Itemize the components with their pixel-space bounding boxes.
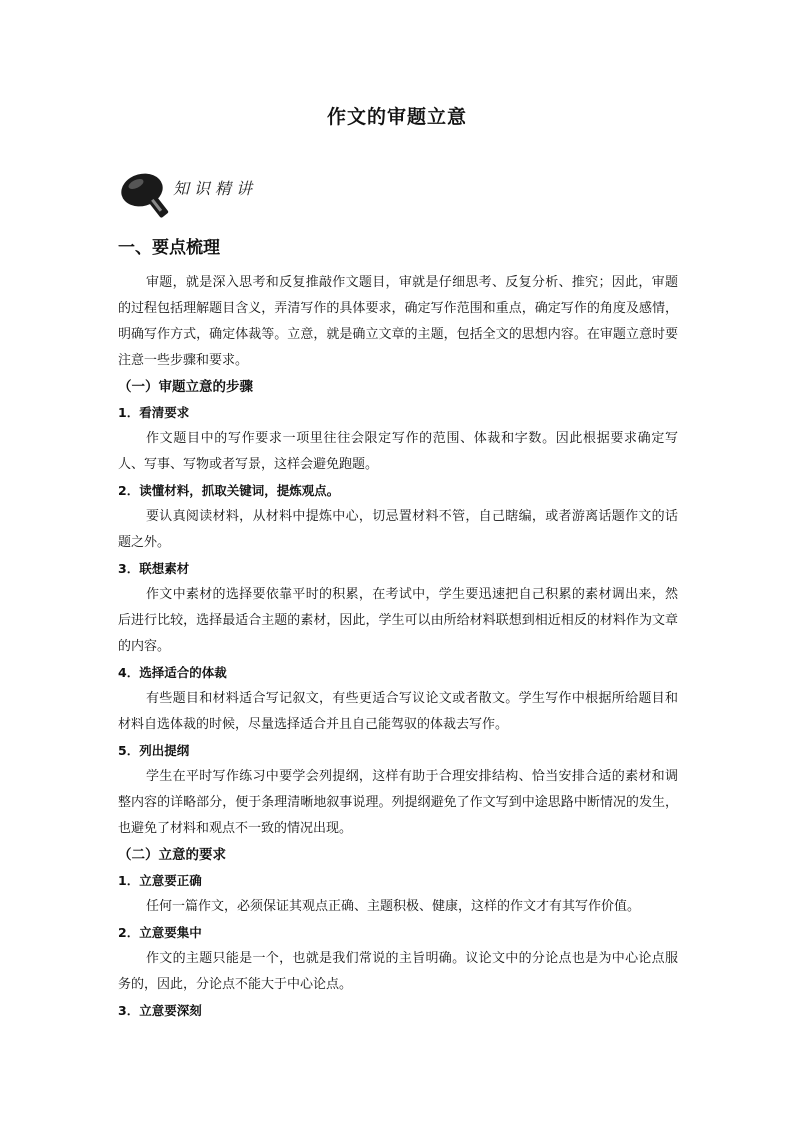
item-paragraph: 任何一篇作文，必须保证其观点正确、主题积极、健康，这样的作文才有其写作价值。 [146, 899, 641, 914]
item-paragraph: 学生在平时写作练习中要学会列提纲，这样有助于合理安排结构、恰当安排合适的素材和调整内容的详略部分，便于条理清晰地叙事说理。列提纲避免了作文写到中途思路中断情况的发生，也避免了材料和观点不一致的情况出现。 [118, 769, 678, 836]
intro-paragraph: 审题，就是深入思考和反复推敲作文题目，审就是仔细思考、反复分析、推究；因此，审题的过程包括理解题目含义，弄清写作的具体要求，确定写作范围和重点，确定写作的角度及感情，明确写作方式，确定体裁等。立意，就是确立文章的主题，包括全文的思想内容。在审题立意时要注意一些步骤和要求。 [118, 275, 678, 368]
item-heading: 1．看清要求 [118, 405, 190, 420]
item-paragraph: 有些题目和材料适合写记叙文，有些更适合写议论文或者散文。学生写作中根据所给题目和材料自选体裁的时候，尽量选择适合并且自己能驾驭的体裁去写作。 [118, 691, 678, 732]
item-heading: 2．立意要集中 [118, 925, 202, 940]
item-heading: 3．联想素材 [118, 561, 190, 576]
item-heading: 4．选择适合的体裁 [118, 665, 227, 680]
subsection-heading-steps: （一）审题立意的步骤 [118, 379, 253, 395]
subsection-heading-requirements: （二）立意的要求 [118, 847, 226, 863]
item-heading: 3．立意要深刻 [118, 1003, 202, 1018]
item-heading: 1．立意要正确 [118, 873, 202, 888]
item-paragraph: 作文的主题只能是一个，也就是我们常说的主旨明确。议论文中的分论点也是为中心论点服务的，因此，分论点不能大于中心论点。 [118, 951, 678, 992]
item-paragraph: 要认真阅读材料，从材料中提炼中心，切忌置材料不管，自己瞎编，或者游离话题作文的话题之外。 [118, 509, 678, 550]
section-banner [118, 170, 268, 224]
item-paragraph: 作文题目中的写作要求一项里往往会限定写作的范围、体裁和字数。因此根据要求确定写人、写事、写物或者写景，这样会避免跑题。 [118, 431, 678, 472]
document-title: 作文的审题立意 [326, 106, 467, 128]
item-heading: 2．读懂材料，抓取关键词，提炼观点。 [118, 483, 340, 498]
item-paragraph: 作文中素材的选择要依靠平时的积累，在考试中，学生要迅速把自己积累的素材调出来，然后进行比较，选择最适合主题的素材，因此，学生可以由所给材料联想到相近相反的材料作为文章的内容。 [118, 587, 678, 654]
item-heading: 5．列出提纲 [118, 743, 190, 758]
banner-label: 知识精讲 [173, 179, 258, 198]
main-content [118, 234, 678, 1024]
section-heading: 一、要点梳理 [118, 238, 220, 258]
ping-pong-paddle-icon [118, 170, 178, 224]
